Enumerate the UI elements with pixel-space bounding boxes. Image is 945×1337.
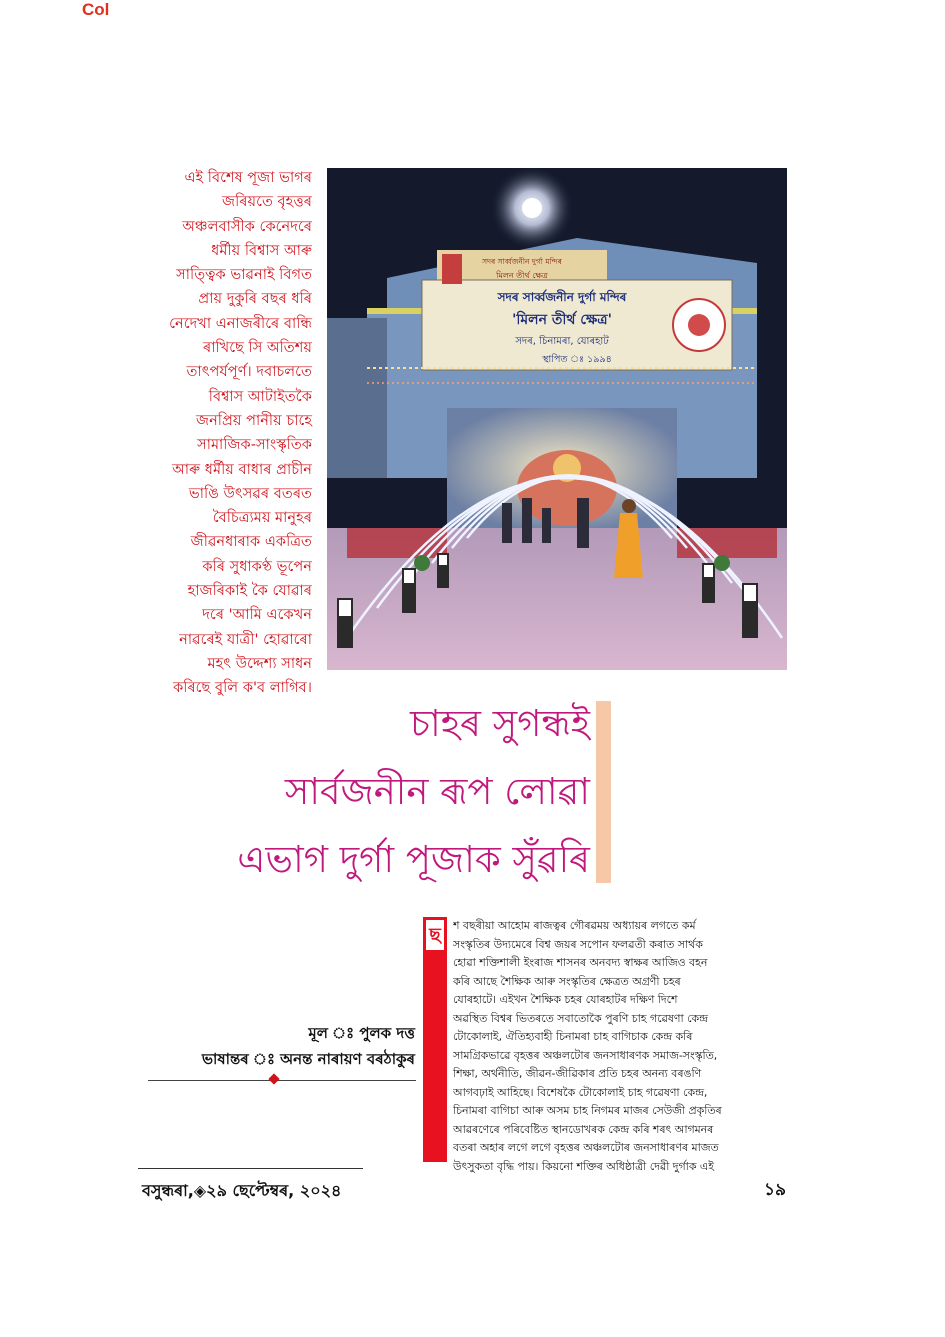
pullquote-line: জনপ্ৰিয় পানীয় চাহে [196,411,312,429]
article-line: আগবঢ়াই আহিছে। বিশেষকৈ টোকোলাই চাহ গৱেষণা কেন্দ্ৰ, [453,1085,708,1099]
credit-original: মূল ঃ পুলক দত্ত [308,1024,415,1042]
pullquote-line: হাজৰিকাই কৈ যোৱাৰ [187,582,312,600]
temple-photo [327,168,787,670]
pullquote-line: এই বিশেষ পূজা ভাগৰ [184,169,312,186]
article-accent-strip [423,917,447,1162]
article-line: টোকোলাই, ঐতিহ্যবাহী চিনামৰা চাহ বাগিচাক কেন্দ্ৰ কৰি [453,1030,693,1043]
pullquote-line: বিশ্বাস আটাইতকৈ [208,387,312,405]
pullquote-line: সাত্ত্বিক ভাৱনাই বিগত [176,266,312,284]
footer-publication-line [142,1178,341,1205]
headline [150,690,590,894]
page-number: ১৯ [764,1180,787,1200]
pullquote-line: জৰিয়তে বৃহত্তৰ [222,193,312,211]
article-line: কৰি আছে শৈক্ষিক আৰু সংস্কৃতিৰ ক্ষেত্ৰত অগ্ৰণী চহৰ [453,974,681,988]
article-line: অৱস্থিত বিশ্বৰ ভিতৰতে সবাতোকৈ পুৰণি চাহ গৱেষণা কেন্দ্ৰ [453,1011,708,1025]
footer-divider [138,1168,363,1169]
pullquote-line: কৰি সুধাকণ্ঠ ভূপেন [202,557,312,575]
footer-date: ◈২৯ ছেপ্টেম্বৰ, ২০২৪ [193,1181,342,1200]
pullquote-line: নাৱৰেই যাত্ৰী' হোৱাৰো [179,630,312,648]
footer-publication-name: বসুন্ধৰা, [142,1181,194,1200]
pullquote-line: নেদেখা এনাজৰীৰে বান্ধি [169,314,312,332]
article-line: উৎসুকতা বৃদ্ধি পায়। কিয়নো শক্তিৰ অধিষ্ঠাত্ৰী দেৱী দুৰ্গাক এই [453,1159,714,1173]
photo-banner-place: সদৰ, চিনামৰা, যোৰহাট [515,336,609,347]
article-line: সামগ্ৰিকভাৱে বৃহত্তৰ অঞ্চলটোৰ জনসাধাৰণক সমাজ-সংস্কৃতি, [453,1048,718,1062]
article-line: চিনামৰা বাগিচা আৰু অসম চাহ নিগমৰ মাজৰ সেউজী প্ৰকৃতিৰ [453,1104,722,1117]
pullquote-line: আৰু ধৰ্মীয় বাধাৰ প্ৰাচীন [172,460,312,478]
pullquote-line: অঞ্চলবাসীক কেনেদৰে [182,217,312,235]
pullquote-line: দৰে 'আমি একেখন [202,606,312,624]
article-line: যোৰহাটে। এইখন শৈক্ষিক চহৰ যোৰহাটৰ দক্ষিণ দিশে [453,993,678,1006]
article-line: হোৱা শক্তিশালী ইংৰাজ শাসনৰ অনবদ্য স্বাক্ষৰ আজিও বহন [453,956,708,969]
pullquote-line: কৰিছে বুলি ক'ব লাগিব। [173,679,312,697]
pullquote-line: ধৰ্মীয় বিশ্বাস আৰু [211,241,312,259]
pullquote [132,166,312,701]
article-body [453,917,790,1176]
article-line: শিক্ষা, অৰ্থনীতি, জীৱন-জীৱিকাৰ প্ৰতি চহৰ অনন্য বৰঙণি [453,1067,702,1080]
article-dropcap: ছ [426,920,444,950]
pullquote-line: তাৎপৰ্যপূৰ্ণ। দবাচলতে [186,363,312,381]
pullquote-line: জীৱনধাৰাক একত্ৰিত [190,533,312,551]
pullquote-line: ৰাখিছে সি অতিশয় [202,339,312,357]
headline-line-1: চাহৰ সুগন্ধই [410,702,590,745]
photo-banner-established: স্থাপিত ঃ ১৯৯৪ [542,354,612,365]
pullquote-line: সামাজিক-সাংস্কৃতিক [197,436,312,454]
headline-line-2: সাৰ্বজনীন ৰূপ লোৱা [284,770,590,813]
photo-banner-title: সদৰ সাৰ্ব্বজনীন দুৰ্গা মন্দিৰ [497,290,627,304]
article-line: বতৰা অহাৰ লগে লগে বৃহত্তৰ অঞ্চলটোৰ জনসাধাৰণৰ মাজত [453,1141,719,1154]
credit-divider-diamond [268,1073,279,1084]
photo-banner-subtitle: 'মিলন তীৰ্থ ক্ষেত্ৰ' [512,312,612,328]
article-line: সংস্কৃতিৰ উদ্যমেৰে বিশ্ব জয়ৰ সপোন ফলৱতী কৰাত সাৰ্থক [453,937,703,951]
article-line: আৱৰণেৰে পৰিবেষ্টিত স্থানডোখৰক কেন্দ্ৰ কৰি শৰৎ আগমনৰ [453,1122,714,1136]
pullquote-line: ভাঙি উৎসৱৰ বতৰত [188,484,312,502]
pullquote-line: প্ৰায় দুকুৰি বছৰ ধৰি [198,290,312,308]
corner-mark: Col [82,0,110,19]
credits [150,1020,415,1072]
pullquote-line: বৈচিত্ৰ্যময় মানুহৰ [212,509,312,527]
credit-divider [148,1080,416,1081]
photo-small-banner-line2: মিলন তীৰ্থ ক্ষেত্ৰ [496,271,548,280]
photo-small-banner-line1: সদৰ সাৰ্ব্বজনীন দুৰ্গা মন্দিৰ [482,257,562,266]
headline-accent-bar [596,701,611,883]
article-line: শ বছৰীয়া আহোম ৰাজত্বৰ গৌৰৱময় অধ্যায়ৰ লগতে কৰ্ম [453,919,696,932]
headline-line-3: এভাগ দুৰ্গা পূজাক সুঁৱৰি [237,838,590,881]
credit-translator: ভাষান্তৰ ঃ অনন্ত নাৰায়ণ বৰঠাকুৰ [201,1050,415,1068]
pullquote-line: মহৎ উদ্দেশ্য সাধন [207,654,312,672]
